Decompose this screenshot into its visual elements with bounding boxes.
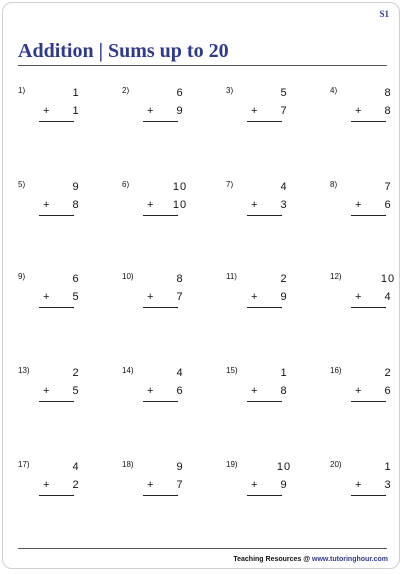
- first-addend: 10: [172, 181, 188, 193]
- second-addend: 8: [280, 385, 288, 397]
- problem-number: 2): [122, 86, 130, 95]
- problem-item: [18, 272, 88, 320]
- second-addend: 10: [172, 199, 188, 211]
- second-addend: 1: [72, 105, 80, 117]
- problem-item: [226, 180, 296, 228]
- problem-item: [18, 180, 88, 228]
- answer-line: [143, 215, 178, 216]
- problem-item: [18, 366, 88, 414]
- problem-item: [330, 460, 400, 508]
- answer-line: [247, 495, 282, 496]
- second-addend: 2: [72, 479, 80, 491]
- answer-line: [39, 307, 74, 308]
- problem-item: [226, 366, 296, 414]
- problem-item: [226, 86, 296, 134]
- plus-sign: +: [43, 385, 50, 397]
- plus-sign: +: [43, 291, 50, 303]
- first-addend: 8: [384, 87, 392, 99]
- second-addend: 3: [280, 199, 288, 211]
- answer-line: [351, 121, 386, 122]
- second-addend: 9: [280, 479, 288, 491]
- second-addend: 9: [280, 291, 288, 303]
- second-addend: 3: [384, 479, 392, 491]
- footer-label: Teaching Resources @: [233, 556, 313, 563]
- problem-number: 4): [330, 86, 338, 95]
- plus-sign: +: [43, 479, 50, 491]
- answer-line: [39, 215, 74, 216]
- second-addend: 7: [176, 291, 184, 303]
- answer-line: [247, 121, 282, 122]
- problem-item: [122, 180, 192, 228]
- first-addend: 1: [384, 461, 392, 473]
- first-addend: 6: [72, 273, 80, 285]
- first-addend: 2: [384, 367, 392, 379]
- plus-sign: +: [147, 105, 154, 117]
- second-addend: 7: [280, 105, 288, 117]
- problem-number: 8): [330, 180, 338, 189]
- plus-sign: +: [43, 199, 50, 211]
- second-addend: 4: [384, 291, 392, 303]
- problem-item: [122, 460, 192, 508]
- problem-item: [330, 366, 400, 414]
- second-addend: 5: [72, 385, 80, 397]
- second-addend: 8: [384, 105, 392, 117]
- problem-number: 11): [226, 272, 237, 281]
- first-addend: 6: [176, 87, 184, 99]
- first-addend: 2: [280, 273, 288, 285]
- first-addend: 1: [280, 367, 288, 379]
- problem-number: 3): [226, 86, 234, 95]
- first-addend: 5: [280, 87, 288, 99]
- first-addend: 4: [280, 181, 288, 193]
- problem-number: 6): [122, 180, 130, 189]
- second-addend: 6: [384, 385, 392, 397]
- problem-number: 1): [18, 86, 26, 95]
- plus-sign: +: [147, 385, 154, 397]
- answer-line: [351, 495, 386, 496]
- problem-number: 14): [122, 366, 134, 375]
- first-addend: 1: [72, 87, 80, 99]
- problem-number: 5): [18, 180, 26, 189]
- plus-sign: +: [251, 385, 258, 397]
- second-addend: 6: [176, 385, 184, 397]
- answer-line: [143, 495, 178, 496]
- answer-line: [247, 401, 282, 402]
- problem-number: 9): [18, 272, 26, 281]
- first-addend: 10: [276, 461, 292, 473]
- problem-number: 16): [330, 366, 342, 375]
- second-addend: 5: [72, 291, 80, 303]
- worksheet-code: S1: [379, 9, 389, 19]
- plus-sign: +: [251, 199, 258, 211]
- answer-line: [39, 121, 74, 122]
- first-addend: 8: [176, 273, 184, 285]
- problem-item: [330, 272, 400, 320]
- answer-line: [351, 307, 386, 308]
- answer-line: [39, 401, 74, 402]
- problem-item: [226, 460, 296, 508]
- first-addend: 9: [176, 461, 184, 473]
- plus-sign: +: [147, 479, 154, 491]
- second-addend: 7: [176, 479, 184, 491]
- plus-sign: +: [147, 199, 154, 211]
- answer-line: [247, 307, 282, 308]
- problem-item: [330, 86, 400, 134]
- problem-number: 10): [122, 272, 134, 281]
- problem-item: [122, 86, 192, 134]
- plus-sign: +: [355, 385, 362, 397]
- second-addend: 6: [384, 199, 392, 211]
- problem-item: [122, 272, 192, 320]
- problem-number: 19): [226, 460, 238, 469]
- problem-number: 12): [330, 272, 342, 281]
- problem-item: [330, 180, 400, 228]
- second-addend: 9: [176, 105, 184, 117]
- problem-item: [18, 460, 88, 508]
- first-addend: 7: [384, 181, 392, 193]
- plus-sign: +: [43, 105, 50, 117]
- plus-sign: +: [355, 291, 362, 303]
- first-addend: 2: [72, 367, 80, 379]
- footer-divider: [18, 548, 387, 549]
- footer-link[interactable]: www.tutoringhour.com: [312, 556, 388, 563]
- second-addend: 8: [72, 199, 80, 211]
- first-addend: 4: [72, 461, 80, 473]
- footer: [233, 556, 388, 563]
- first-addend: 10: [380, 273, 396, 285]
- problem-item: [226, 272, 296, 320]
- plus-sign: +: [147, 291, 154, 303]
- answer-line: [143, 401, 178, 402]
- answer-line: [39, 495, 74, 496]
- plus-sign: +: [251, 105, 258, 117]
- problem-number: 18): [122, 460, 134, 469]
- answer-line: [351, 215, 386, 216]
- problem-number: 15): [226, 366, 238, 375]
- page-title: Addition | Sums up to 20: [18, 40, 229, 62]
- problem-item: [18, 86, 88, 134]
- plus-sign: +: [355, 105, 362, 117]
- plus-sign: +: [251, 479, 258, 491]
- plus-sign: +: [251, 291, 258, 303]
- answer-line: [247, 215, 282, 216]
- answer-line: [351, 401, 386, 402]
- problem-number: 13): [18, 366, 30, 375]
- answer-line: [143, 307, 178, 308]
- plus-sign: +: [355, 479, 362, 491]
- problem-number: 17): [18, 460, 30, 469]
- problem-number: 20): [330, 460, 342, 469]
- plus-sign: +: [355, 199, 362, 211]
- answer-line: [143, 121, 178, 122]
- first-addend: 4: [176, 367, 184, 379]
- problem-item: [122, 366, 192, 414]
- first-addend: 9: [72, 181, 80, 193]
- problem-number: 7): [226, 180, 234, 189]
